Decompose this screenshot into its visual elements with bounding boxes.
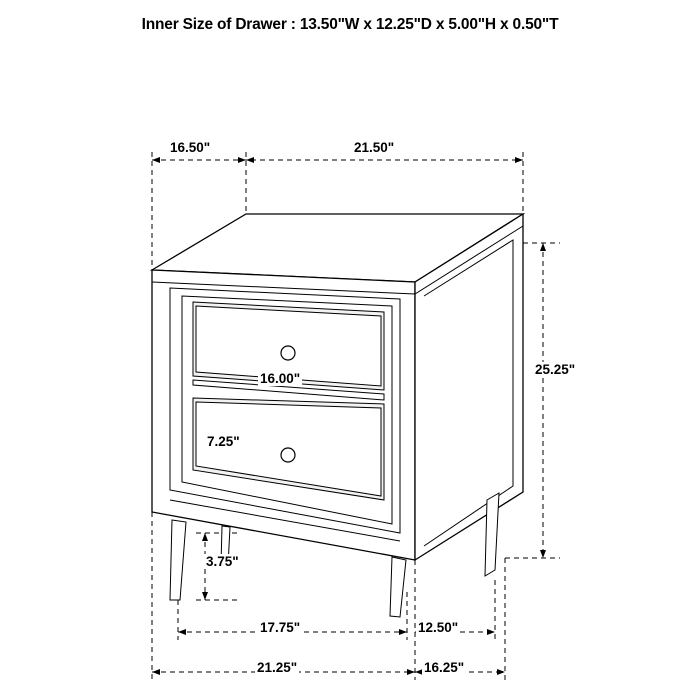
dim-front-base-width: 17.75" bbox=[260, 620, 301, 635]
dim-leg-height: 3.75" bbox=[206, 554, 239, 569]
dim-top-depth: 16.50" bbox=[170, 140, 211, 155]
knob-lower-icon bbox=[281, 448, 295, 462]
dim-drawer-width: 16.00" bbox=[260, 371, 301, 386]
dim-overall-height: 25.25" bbox=[535, 362, 576, 377]
dim-side-base-depth: 12.50" bbox=[418, 620, 459, 635]
dim-top-width: 21.50" bbox=[354, 140, 395, 155]
dim-drawer-height: 7.25" bbox=[207, 434, 240, 449]
page-title: Inner Size of Drawer : 13.50"W x 12.25"D x 5.00"H x 0.50"T bbox=[141, 16, 559, 33]
dim-overall-depth: 16.25" bbox=[424, 660, 465, 675]
knob-upper-icon bbox=[281, 346, 295, 360]
dim-overall-width: 21.25" bbox=[257, 660, 298, 675]
